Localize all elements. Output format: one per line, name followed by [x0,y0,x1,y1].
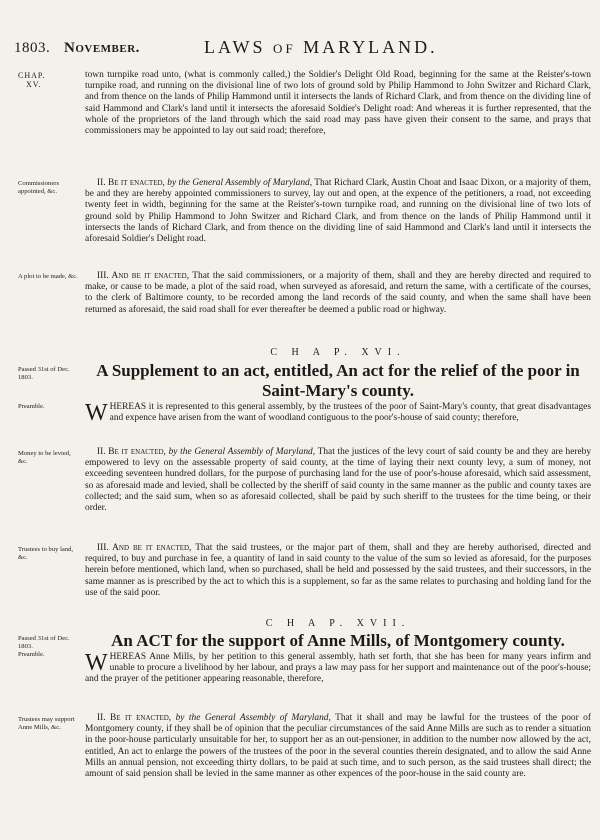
chap15-sec3-text: That the said commissioners, or a majority of them, shall and they are hereby directed and required to make, or cause to be made, a plot of the said road, when surveyed as aforesaid, and return the same, with a certificate of the courses, to the clerk of Baltimore county, to be recorded among the land records of the said county, and when the same shall have been returned as aforesaid, the said road shall for ever thereafter be deemed a public road or highway. [85,271,591,315]
chap16-heading: C H A P. XVI. [270,347,406,358]
chap17-preamble-note: Preamble. [18,651,45,658]
chap16-preamble-note: Preamble. [18,403,45,410]
chap16-preamble-paragraph [85,402,591,424]
chap17-passed-note [18,635,82,659]
chap15-label: CHAP. [18,71,46,80]
chap17-preamble-text: HEREAS Anne Mills, by her petition to this general assembly, hath set forth, that she has been for many years infirm and unable to procure a livelihood by her labour, and prays a law may pass for her support and maintenance out of the poor's-house; and the prayer of the petitioner appearing reasonable, therefore, [85,652,591,685]
chap15-margin [18,71,82,89]
chap17-preamble-paragraph [85,652,591,686]
chap16-sec2-text: That the justices of the levy court of said county be and they are hereby empowered to levy on the assessable property of said county, at the time of laying their next county levy, a sum of money, not exceeding seventeen hundred dollars, for the purpose of purchasing land for the use of poor's-house aforesaid, which said assessment, so as aforesaid made and levied, shall be collected by the sheriff of said county in the same manner as the public and county taxes are collected; and the said sum, when so as aforesaid collected, shall be paid by such sheriff to the trustees for the time being, or their order. [85,447,592,514]
chap15-sec2-lead: II. Be it enacted, [97,178,165,188]
header-year: 1803. [14,40,51,56]
chap17-sec2-italic: by the General Assembly of Maryland, [175,713,331,723]
page-header [14,37,584,62]
chap17-heading: C H A P. XVII. [265,618,411,629]
chap17-dropcap: W [85,650,108,676]
chap15-intro-paragraph: town turnpike road unto, (what is commonly called,) the Soldier's Delight Old Road, beginning for the same at the Reister's-town turnpike road, and running on the divisional line of two lots of ground sold by Philip Hammond to John Switzer and Richard Clark, and from thence on the lands of Philip Hammond until it intersects the lands of Richard Clark, and from thence on the dividing line of said Hammond and Clark's land until it intersects the aforesaid Soldier's Delight road: And whereas it is further represented, that the whole of the proprietors of the land through which the said road may pass have given their consent to the same, and prays that commissioners may be appointed to lay out said road; therefore, [85,70,591,137]
chap16-sec2-italic: by the General Assembly of Maryland, [168,447,316,457]
chap15-sec2-note: Commissioners appointed, &c. [18,180,60,195]
chap16-sec2-lead: II. Be it enacted, [97,447,166,457]
chap16-sec2-paragraph [85,447,591,514]
header-month: November. [64,40,140,56]
chap15-sec2-text: That Richard Clark, Austin Choat and Isaac Dixon, or a majority of them, be and they are hereby appointed commissioners to survey, lay out and open, at the expence of the petitioners, a road, not exceeding twenty feet in width, beginning for the same at the Reister's-town turnpike road, and running on the divisional line of two lots of ground sold by Philip Hammond to John Switzer and Richard Clark, and from thence on the lands of Philip Hammond until it intersects the lands of Richard Clark, and from thence on the dividing line of said Hammond and Clark's land until it intersects the aforesaid Soldier's Delight road. [85,178,592,245]
chap17-sec2-lead: II. Be it enacted, [97,713,172,723]
chap16-sec3-text: That the said trustees, or the major part of them, shall and they are hereby authorised, directed and required, to buy and purchase in fee, a quantity of land in said county to the value of the sum so levied as aforesaid, for the purposes herein before mentioned, which land, when so purchased, shall be held and possessed by the said trustees, and their successors, in the same manner as is prescribed by the act to which this is a supplement, so far as the same relates to purchasing and holding land for the use of the said poor. [85,543,591,598]
chap16-sec3-lead: III. And be it enacted, [97,543,192,553]
chap17-sec2-text: That it shall and may be lawful for the trustees of the poor of Montgomery county, if they shall be of opinion that the peculiar circumstances of the said Anne Mills are such as to render a situation in the poor-house particularly unsuitable for her, to support her as an out-pensioner, in addition to the number now allowed by the act, entitled, An act to enlarge the powers of the trustees of the poor in the several counties therein designated, and to allow the said Anne Mills an annual pension, not exceeding thirty dollars, to be paid at such time, and to such person, as the said trustees shall direct; the amount of said pension shall be levied in the same manner as other expences of the poor-house in the said county are. [85,713,591,780]
chap15-sec3-note: A plot to be made, &c. [18,273,78,280]
chap17-passed: Passed 31st of Dec. 1803. [18,635,70,650]
chap16-passed-note: Passed 31st of Dec. 1803. [18,366,70,381]
chap15-sec2-paragraph [85,178,591,245]
chap16-preamble-text: HEREAS it is represented to this general assembly, by the trustees of the poor of Saint-Mary's county, that great disadvantages and expence have arisen from the want of woodland contiguous to the poor's-house of said county; therefore, [109,402,591,424]
chap15-sec2-italic: by the General Assembly of Maryland, [167,178,313,188]
header-title: LAWS of MARYLAND. [204,37,438,57]
chap16-sec3-note: Trustees to buy land, &c. [18,546,74,561]
chap17-sec2-paragraph [85,713,591,780]
chap16-sec2-note: Money to be levied, &c. [18,450,71,465]
chap16-dropcap: W [85,400,108,426]
chap15-sec3-paragraph [85,271,591,316]
chap16-title: A Supplement to an act, entitled, An act for the relief of the poor in Saint-Mary's county. [96,361,580,400]
chap17-sec2-note: Trustees may support Anne Mills, &c. [18,716,75,731]
chap15-sec3-lead: III. And be it enacted, [97,271,190,281]
chap16-sec3-paragraph [85,543,591,599]
chap17-title: An ACT for the support of Anne Mills, of Montgomery county. [111,631,565,650]
chap15-number: XV. [26,80,42,89]
